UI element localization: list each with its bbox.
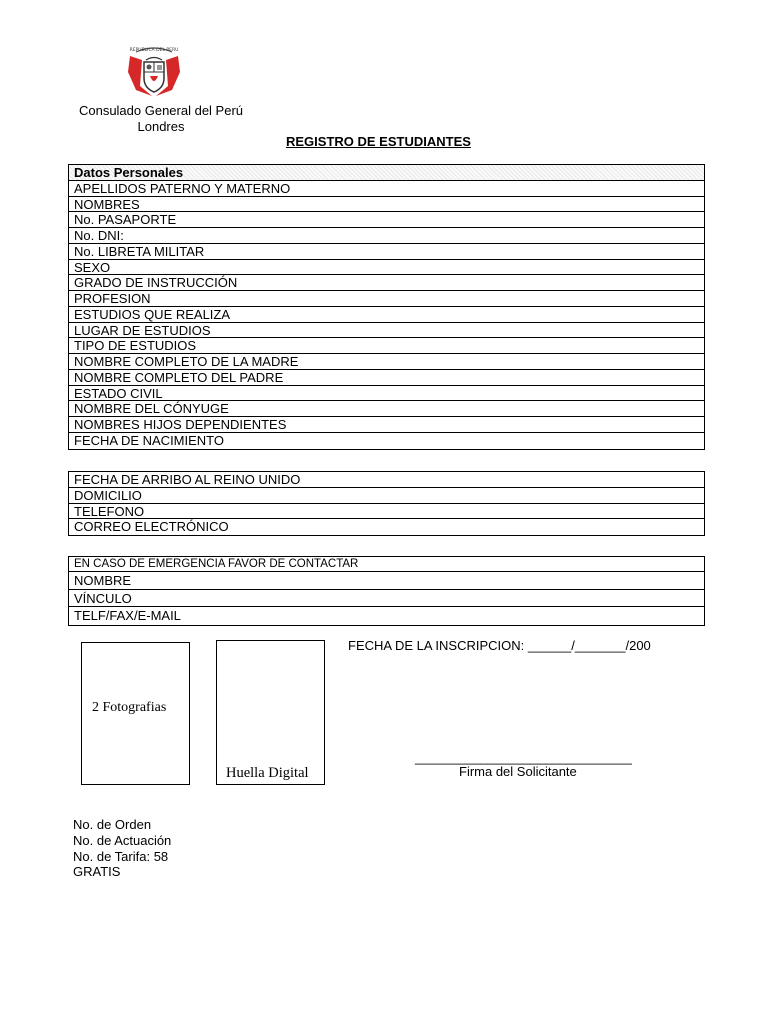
consulate-city: Londres: [137, 119, 185, 134]
free-label: GRATIS: [73, 864, 121, 879]
field-sex[interactable]: SEXO: [69, 260, 704, 276]
fingerprint-box[interactable]: [216, 640, 325, 785]
signature-line[interactable]: ______________________________: [415, 750, 632, 765]
coat-of-arms-seal: [122, 42, 186, 100]
field-surnames[interactable]: APELLIDOS PATERNO Y MATERNO: [69, 181, 704, 197]
field-emergency-name[interactable]: NOMBRE: [69, 572, 704, 590]
field-father-name[interactable]: NOMBRE COMPLETO DEL PADRE: [69, 370, 704, 386]
emergency-heading: EN CASO DE EMERGENCIA FAVOR DE CONTACTAR: [69, 557, 704, 572]
field-profession[interactable]: PROFESION: [69, 291, 704, 307]
field-names[interactable]: NOMBRES: [69, 197, 704, 213]
field-dependents[interactable]: NOMBRES HIJOS DEPENDIENTES: [69, 417, 704, 433]
fee-number-label: No. de Tarifa: 58: [73, 849, 169, 864]
photo-box[interactable]: [81, 642, 190, 785]
residence-table: [68, 471, 705, 536]
field-birth-date[interactable]: FECHA DE NACIMIENTO: [74, 432, 225, 448]
field-education-level[interactable]: GRADO DE INSTRUCCIÓN: [69, 275, 704, 291]
field-arrival-date[interactable]: FECHA DE ARRIBO AL REINO UNIDO: [69, 472, 704, 488]
field-spouse-name[interactable]: NOMBRE DEL CÓNYUGE: [69, 401, 704, 417]
consulate-name: Consulado General del Perú: [78, 103, 244, 118]
field-phone[interactable]: TELEFONO: [69, 504, 704, 520]
field-study-place[interactable]: LUGAR DE ESTUDIOS: [69, 323, 704, 339]
field-marital-status[interactable]: ESTADO CIVIL: [69, 386, 704, 402]
field-current-studies[interactable]: ESTUDIOS QUE REALIZA: [69, 307, 704, 323]
svg-text:REPUBLICA DEL PERU: REPUBLICA DEL PERU: [129, 48, 179, 53]
field-dni[interactable]: No. DNI:: [69, 228, 704, 244]
registration-date-field[interactable]: FECHA DE LA INSCRIPCION: ______/_______/200: [348, 638, 651, 653]
order-number-label: No. de Orden: [73, 817, 152, 832]
action-number-label: No. de Actuación: [73, 833, 172, 848]
form-title: REGISTRO DE ESTUDIANTES: [286, 134, 471, 149]
field-military-id[interactable]: No. LIBRETA MILITAR: [69, 244, 704, 260]
photo-label: 2 Fotografias: [92, 700, 167, 715]
field-mother-name[interactable]: NOMBRE COMPLETO DE LA MADRE: [69, 354, 704, 370]
signature-label: Firma del Solicitante: [459, 764, 577, 779]
field-emergency-relation[interactable]: VÍNCULO: [69, 590, 704, 608]
field-email[interactable]: CORREO ELECTRÓNICO: [74, 519, 229, 535]
personal-data-table: [68, 164, 705, 450]
emergency-contact-table: [68, 556, 705, 626]
field-address[interactable]: DOMICILIO: [69, 488, 704, 504]
field-passport[interactable]: No. PASAPORTE: [69, 212, 704, 228]
fingerprint-label: Huella Digital: [226, 765, 309, 781]
field-emergency-contact[interactable]: TELF/FAX/E-MAIL: [74, 608, 181, 623]
field-study-type[interactable]: TIPO DE ESTUDIOS: [69, 338, 704, 354]
personal-data-heading: Datos Personales: [69, 165, 704, 181]
